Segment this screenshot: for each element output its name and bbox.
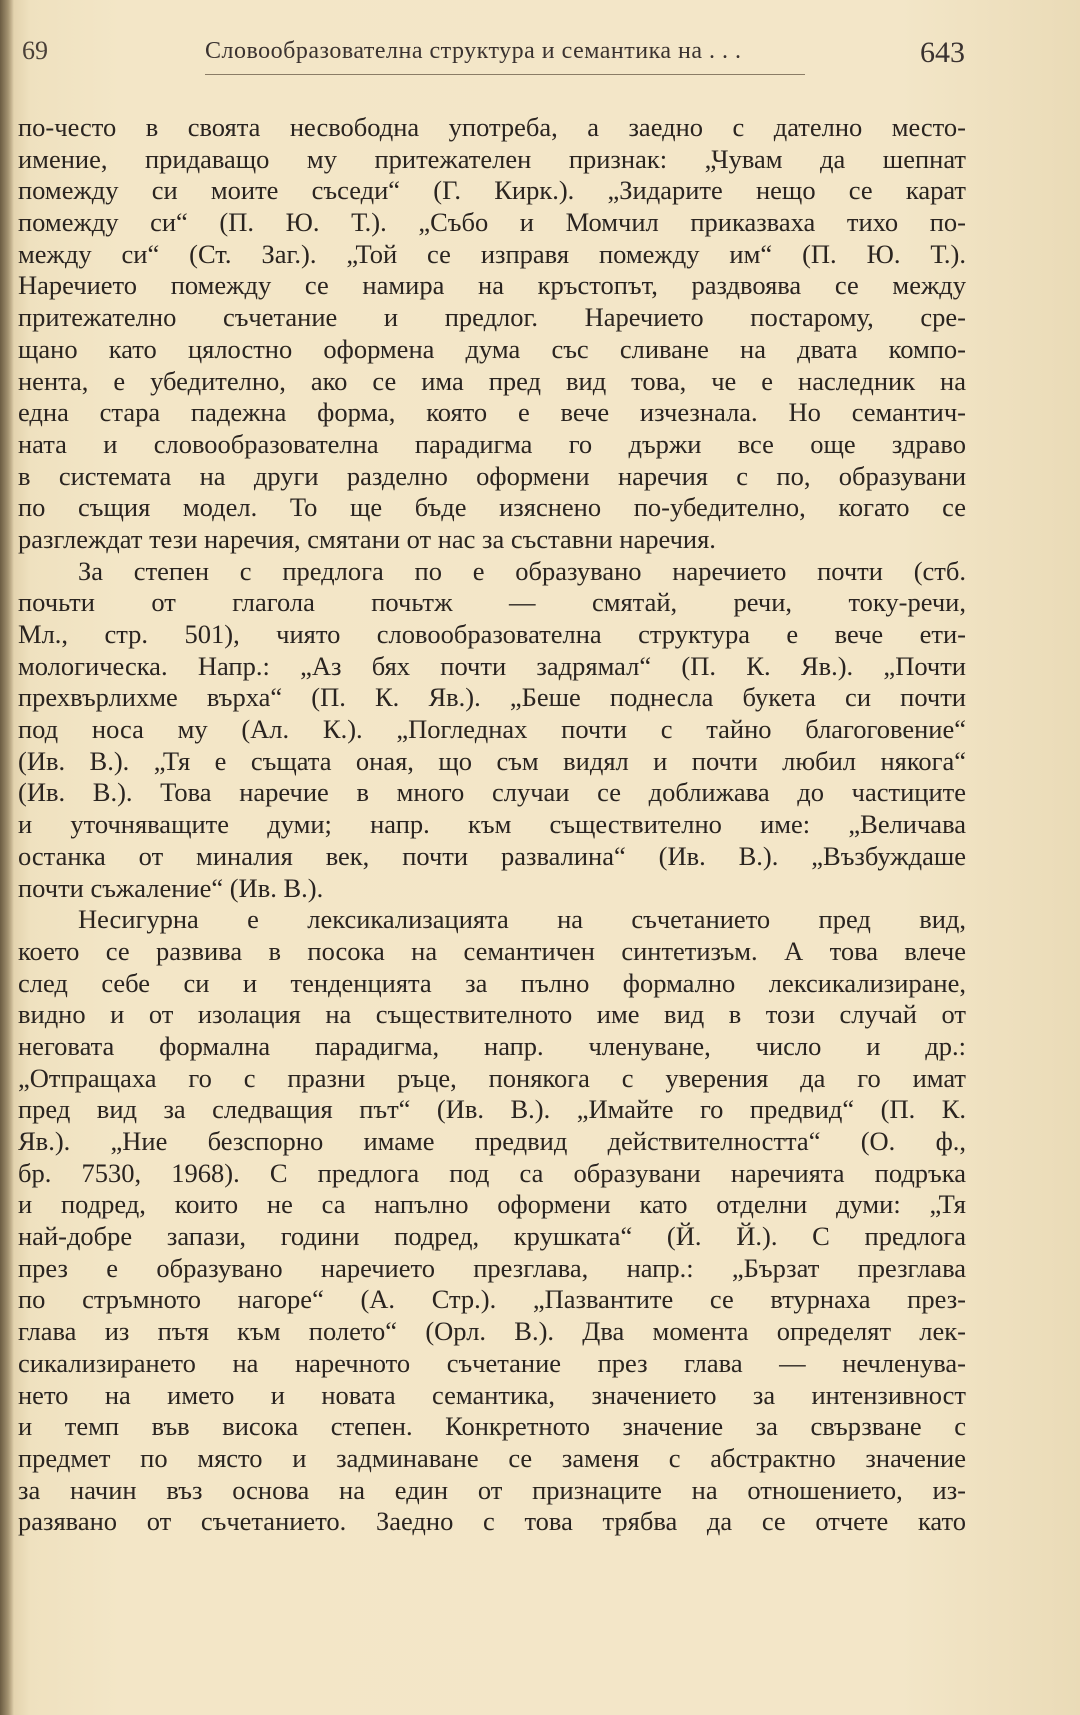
text-line: сикализирането на наречното съчетание през глава — нечленува-: [18, 1347, 966, 1378]
page-header: [0, 28, 1080, 78]
text-line: пред вид за следващия път“ (Ив. В.). „Имайте го предвид“ (П. К.: [18, 1094, 966, 1125]
text-line: помежду си“ (П. Ю. Т.). „Събо и Момчил приказваха тихо по-: [18, 207, 966, 238]
text-line: и уточняващите думи; напр. към съществително име: „Величава: [18, 809, 966, 840]
text-line: и подред, които не са напълно оформени като отделни думи: „Тя: [18, 1189, 966, 1220]
text-line: за начин въз основа на един от признаците на отношението, из-: [18, 1474, 966, 1505]
text-line: нента, е убедително, ако се има пред вид това, че е наследник на: [18, 365, 966, 396]
text-line: За степен с предлога по е образувано наречието почти (стб.: [78, 555, 966, 586]
text-line: между си“ (Ст. Заг.). „Той се изправя помежду им“ (П. Ю. Т.).: [18, 238, 966, 269]
page-binding-shadow: [0, 0, 14, 1715]
text-line: разявано от съчетанието. Заедно с това трябва да се отчете като: [18, 1506, 966, 1537]
text-line: след себе си и тенденцията за пълно формално лексикализиране,: [18, 967, 966, 998]
text-line: имение, придаващо му притежателен признак: „Чувам да шепнат: [18, 143, 966, 174]
text-line: глава из пътя към полето“ (Орл. В.). Два момента определят лек-: [18, 1316, 966, 1347]
text-line: една стара падежна форма, която е вече изчезнала. Но семантич-: [18, 397, 966, 428]
text-line: най-добре запази, години подред, крушката“ (Й. Й.). С предлога: [18, 1221, 966, 1252]
text-line: видно и от изолация на съществителното име вид в този случай от: [18, 999, 966, 1030]
text-line: по същия модел. То ще бъде изяснено по-убедително, когато се: [18, 492, 966, 523]
header-folio-left: 69: [22, 36, 48, 65]
text-line: което се развива в посока на семантичен синтетизъм. А това влече: [18, 935, 966, 966]
text-line: и темп във висока степен. Конкретното значение за свързване с: [18, 1411, 966, 1442]
text-line: предмет по място и задминаване се заменя с абстрактно значение: [18, 1442, 966, 1473]
text-line: Несигурна е лексикализацията на съчетанието пред вид,: [78, 904, 966, 935]
text-line: през е образувано наречието презглава, напр.: „Бързат презглава: [18, 1252, 966, 1283]
text-line: (Ив. В.). Това наречие в много случаи се доближава до частиците: [18, 777, 966, 808]
text-line: щано като цялостно оформена дума със сливане на двата компо-: [18, 333, 966, 364]
text-line: почьти от глагола почьтж — смятай, речи, току-речи,: [18, 587, 966, 618]
text-line: по стръмното нагоре“ (А. Стр.). „Пазвантите се втурнаха през-: [18, 1284, 966, 1315]
text-line: мологическа. Напр.: „Аз бях почти задрямал“ (П. К. Яв.). „Почти: [18, 650, 966, 681]
page-number: 643: [920, 36, 965, 69]
text-line: неговата формална парадигма, напр. членуване, число и др.:: [18, 1030, 966, 1061]
text-line: Мл., стр. 501), чиято словообразователна структура е вече ети-: [18, 619, 966, 649]
running-title: Словообразователна структура и семантика на . . .: [205, 38, 742, 64]
text-line: по-често в своята несвободна употреба, а заедно с дателно место-: [18, 112, 966, 142]
text-line: прехвърлихме върха“ (П. К. Яв.). „Беше поднесла букета си почти: [18, 682, 966, 713]
text-line: Яв.). „Ние безспорно имаме предвид действителността“ (О. ф.,: [18, 1126, 966, 1156]
text-line: под носа му (Ал. К.). „Погледнах почти с тайно благоговение“: [18, 714, 966, 745]
text-line: „Отпращаха го с празни ръце, понякога с уверения да го имат: [18, 1062, 966, 1093]
text-line: помежду си моите съседи“ (Г. Кирк.). „Зидарите нещо се карат: [18, 175, 966, 206]
text-line: останка от миналия век, почти развалина“ (Ив. В.). „Възбуждаше: [18, 840, 966, 871]
text-line: (Ив. В.). „Тя е същата оная, що съм видял и почти любил някога“: [18, 745, 966, 776]
text-line: почти съжаление“ (Ив. В.).: [18, 872, 324, 903]
body-text: [18, 112, 966, 1538]
text-line: в системата на други разделно оформени наречия с по, образувани: [18, 460, 966, 491]
text-line: нето на името и новата семантика, значението за интензивност: [18, 1379, 966, 1410]
text-line: ната и словообразователна парадигма го държи все още здраво: [18, 428, 966, 459]
text-line: Наречието помежду се намира на кръстопът, раздвоява се между: [18, 270, 966, 301]
text-line: бр. 7530, 1968). С предлога под са образувани наречията подръка: [18, 1157, 966, 1188]
header-rule: [205, 74, 805, 75]
text-line: притежателно съчетание и предлог. Наречието постарому, сре-: [18, 302, 966, 333]
text-line: разглеждат тези наречия, смятани от нас за съставни наречия.: [18, 523, 716, 554]
